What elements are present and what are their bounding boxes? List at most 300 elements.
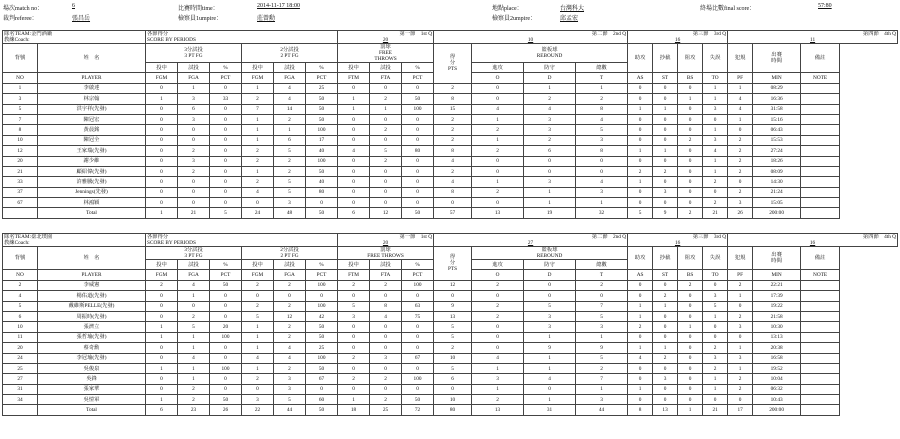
place-value: 台灣科大 — [560, 6, 585, 12]
stat-cell: 4 — [434, 156, 472, 166]
stat-cell: 12 — [274, 311, 306, 321]
stat-cell: 0 — [524, 291, 576, 301]
stat-cell: 0 — [703, 322, 728, 332]
player-name: 吳愷軍 — [38, 395, 146, 405]
stat-cell: 63 — [402, 301, 434, 311]
stat-cell: 4 — [728, 104, 753, 114]
score-by-periods-zh: 各節得分 — [147, 234, 169, 240]
quarter-value: 20 — [382, 240, 389, 246]
sub-header-12 — [576, 260, 628, 270]
sub-header-9 — [402, 63, 434, 73]
col-code-13 — [472, 270, 524, 280]
final-score-value: 57:80 — [818, 3, 832, 9]
stat-cell: 3 — [576, 395, 628, 405]
stat-cell: 0 — [370, 177, 402, 187]
stat-cell: 4 — [628, 353, 653, 363]
player-number: 37 — [3, 187, 38, 197]
sub-header-8-text: 試投 — [380, 261, 391, 268]
stat-cell: 5 — [576, 125, 628, 135]
stat-cell: 5 — [274, 146, 306, 156]
sub-header-3-text: % — [223, 64, 228, 71]
stat-cell: 0 — [242, 291, 274, 301]
stat-cell: 1 — [242, 166, 274, 176]
player-row — [3, 135, 898, 145]
stat-cell: 2 — [274, 322, 306, 332]
sub-header-1 — [146, 260, 178, 270]
stat-cell: 200:00 — [753, 208, 801, 218]
player-row — [3, 156, 898, 166]
sub-header-9-text: % — [415, 261, 420, 268]
player-name: 楊佑道(先發) — [38, 291, 146, 301]
stat-cell: 0 — [576, 156, 628, 166]
quarter-value: 27 — [527, 240, 534, 246]
stat-cell: 1 — [678, 322, 703, 332]
sub-header-6-text: % — [319, 64, 324, 71]
stat-cell: 15:05 — [753, 198, 801, 208]
stat-cell: 50 — [306, 114, 338, 124]
stat-cell: 1 — [242, 343, 274, 353]
stat-cell: 9 — [653, 208, 678, 218]
player-number: 20 — [3, 156, 38, 166]
stat-cell: 1 — [178, 291, 210, 301]
stat-cell: 50 — [306, 363, 338, 373]
player-number: 6 — [3, 311, 38, 321]
quarter-label: 第一節 1st Q — [399, 31, 433, 37]
stat-cell: 2 — [703, 363, 728, 373]
stat-cell: 2 — [434, 114, 472, 124]
stat-cell: 2 — [370, 374, 402, 384]
col-bs-zh — [678, 44, 703, 73]
stat-cell: 200:00 — [753, 405, 801, 415]
stat-cell: 1 — [338, 395, 370, 405]
player-row — [3, 311, 898, 321]
stat-cell: 4 — [434, 177, 472, 187]
col-rebound — [472, 44, 628, 63]
stat-cell: 0 — [472, 332, 524, 342]
player-number: 34 — [3, 395, 38, 405]
quarter-1-score — [338, 31, 434, 44]
team-name: 臺北璞園 — [31, 234, 53, 240]
stat-cell: 48 — [274, 208, 306, 218]
stat-cell: 8 — [434, 94, 472, 104]
stat-cell: 0 — [146, 104, 178, 114]
stat-cell: 0 — [678, 104, 703, 114]
col-to-zh-text: 失誤 — [709, 55, 721, 62]
stat-cell: 1 — [628, 311, 653, 321]
stat-cell: 0 — [628, 156, 653, 166]
col-code-2-text: PLAYER — [81, 272, 102, 279]
stat-cell: 1 — [242, 363, 274, 373]
player-number: 5 — [3, 104, 38, 114]
col-code-15-text: T — [599, 272, 604, 279]
col-code-7 — [274, 270, 306, 280]
referee-label: 裁判referee： — [3, 16, 38, 22]
sub-header-5-text: 試投 — [284, 64, 295, 71]
stat-cell: 2 — [338, 280, 370, 290]
sub-header-11 — [524, 260, 576, 270]
col-points-text: 分 — [449, 60, 456, 67]
sub-header-4-text: 投中 — [252, 64, 263, 71]
col-code-17 — [653, 270, 678, 280]
col-to-zh — [703, 247, 728, 270]
stat-cell: 1 — [178, 343, 210, 353]
sub-header-2 — [178, 63, 210, 73]
stat-cell: 31 — [524, 405, 576, 415]
player-row — [3, 280, 898, 290]
stat-cell: 0 — [472, 83, 524, 93]
stat-cell: 2 — [703, 343, 728, 353]
stat-cell: 2 — [274, 114, 306, 124]
stat-cell: 2 — [274, 280, 306, 290]
col-no-zh — [3, 247, 38, 270]
col-code-16 — [628, 73, 653, 83]
score-by-periods-en: SCORE BY PERIODS — [147, 37, 196, 43]
col-as-zh — [628, 247, 653, 270]
col-code-3-text: FGM — [155, 75, 168, 82]
stat-cell: 2 — [178, 384, 210, 394]
stat-cell: 1 — [338, 94, 370, 104]
stat-cell: 1 — [146, 395, 178, 405]
team-1-box-score — [2, 30, 898, 219]
col-points-text: PTS — [447, 266, 458, 273]
col-code-22 — [801, 270, 840, 280]
stat-cell: 2 — [728, 135, 753, 145]
stat-cell: 50 — [306, 322, 338, 332]
stat-cell: 10:43 — [753, 395, 801, 405]
stat-cell: 2 — [678, 280, 703, 290]
stat-cell: 0 — [402, 156, 434, 166]
col-rebound — [472, 247, 628, 260]
stat-cell: 1 — [628, 146, 653, 156]
stat-cell: 25 — [306, 343, 338, 353]
player-number: 67 — [3, 198, 38, 208]
score-by-periods-label — [146, 31, 338, 44]
stat-cell: 7 — [242, 104, 274, 114]
stat-cell: 0 — [678, 353, 703, 363]
player-number: 20 — [3, 343, 38, 353]
stat-cell: 4 — [576, 114, 628, 124]
col-code-14 — [524, 73, 576, 83]
player-row — [3, 363, 898, 373]
stat-cell: 0 — [472, 198, 524, 208]
player-number — [3, 208, 38, 218]
col-free-throws — [338, 247, 434, 260]
player-row — [3, 291, 898, 301]
stat-cell: 0 — [338, 332, 370, 342]
col-code-7-text: FGA — [284, 272, 295, 279]
col-code-15-text: T — [599, 75, 604, 82]
stat-cell: 17:39 — [753, 291, 801, 301]
player-row — [3, 374, 898, 384]
stat-cell: 4 — [178, 280, 210, 290]
player-name: 林鴻穎 — [38, 198, 146, 208]
col-code-1 — [3, 73, 38, 83]
col-min-zh-text: 時間 — [771, 58, 782, 65]
sub-header-2-text: 試投 — [188, 261, 199, 268]
stat-cell: 0 — [524, 156, 576, 166]
sub-header-3 — [210, 63, 242, 73]
stat-cell: 2 — [524, 135, 576, 145]
stat-cell: 5 — [576, 311, 628, 321]
player-row — [3, 104, 898, 114]
stat-cell: 2 — [434, 135, 472, 145]
stat-cell: 0 — [472, 166, 524, 176]
stat-cell: 0 — [338, 135, 370, 145]
col-to-zh-text: 失誤 — [709, 255, 721, 262]
umpire1-label: 檢察員1umpire： — [178, 16, 222, 22]
stat-cell: 21:58 — [753, 311, 801, 321]
col-code-6-text: FGM — [251, 272, 264, 279]
stat-cell: 0 — [210, 187, 242, 197]
stat-cell: 0 — [628, 187, 653, 197]
stat-cell: 1 — [178, 374, 210, 384]
stat-cell: 0 — [434, 198, 472, 208]
col-code-19-text: TO — [711, 272, 719, 279]
stat-cell: 0 — [653, 311, 678, 321]
col-code-18 — [678, 270, 703, 280]
sub-header-11-text: 防守 — [544, 64, 555, 71]
stat-cell: 2 — [703, 198, 728, 208]
player-row — [3, 114, 898, 124]
player-name: 王家瑞(先發) — [38, 146, 146, 156]
col-points-text: PTS — [447, 66, 458, 73]
col-two-pt — [242, 247, 338, 260]
player-number: 31 — [3, 384, 38, 394]
sub-header-8 — [370, 63, 402, 73]
sub-header-11 — [524, 63, 576, 73]
stat-cell: 0 — [653, 125, 678, 135]
stat-cell: 1 — [628, 343, 653, 353]
col-as-zh — [628, 44, 653, 73]
stat-cell: 17 — [306, 135, 338, 145]
player-row — [3, 301, 898, 311]
stat-cell: 24 — [242, 208, 274, 218]
player-number: 11 — [3, 332, 38, 342]
stat-cell: 0 — [402, 187, 434, 197]
note-cell — [801, 353, 840, 363]
stat-cell: 21:24 — [753, 187, 801, 197]
player-row — [3, 395, 898, 405]
stat-cell: 2 — [728, 166, 753, 176]
stat-cell: 100 — [306, 301, 338, 311]
player-number: 12 — [3, 146, 38, 156]
stat-cell: 0 — [728, 125, 753, 135]
col-code-10-text: FTA — [380, 75, 391, 82]
note-cell — [801, 291, 840, 301]
stat-cell: 3 — [338, 311, 370, 321]
stat-cell: 0 — [370, 363, 402, 373]
col-name-zh-text: 姓 名 — [83, 55, 100, 62]
stat-cell: 3 — [576, 187, 628, 197]
col-code-5 — [210, 270, 242, 280]
col-code-21-text: MIN — [771, 75, 782, 82]
stat-cell: 25 — [306, 83, 338, 93]
stat-cell: 0 — [210, 353, 242, 363]
stat-cell: 2 — [338, 374, 370, 384]
stat-cell: 0 — [402, 322, 434, 332]
stat-cell: 2 — [178, 146, 210, 156]
stat-cell: 0 — [210, 83, 242, 93]
stat-cell: 0 — [210, 374, 242, 384]
stat-cell: 3 — [524, 114, 576, 124]
stat-cell: 2 — [274, 332, 306, 342]
quarter-2-score — [434, 31, 628, 44]
quarter-3-score — [628, 31, 728, 44]
stat-cell: 50 — [210, 280, 242, 290]
stat-cell: 0 — [472, 94, 524, 104]
sub-header-6-text: % — [319, 261, 324, 268]
stat-cell: 50 — [306, 166, 338, 176]
stat-cell: 0 — [402, 343, 434, 353]
player-row — [3, 125, 898, 135]
col-code-6 — [242, 270, 274, 280]
stat-cell: 4 — [728, 94, 753, 104]
stat-cell: 2 — [728, 156, 753, 166]
stat-cell: 1 — [472, 384, 524, 394]
stat-cell: 1 — [524, 363, 576, 373]
col-as-zh-text: 助攻 — [634, 55, 646, 62]
stat-cell: 0 — [653, 384, 678, 394]
sub-header-12-text: 總數 — [596, 261, 607, 268]
stat-cell: 0 — [402, 384, 434, 394]
stat-cell: 1 — [242, 125, 274, 135]
stat-cell: 67 — [306, 374, 338, 384]
stat-cell: 1 — [628, 384, 653, 394]
stat-cell: 72 — [402, 405, 434, 415]
stat-cell: 0 — [210, 156, 242, 166]
player-number: 5 — [3, 301, 38, 311]
stat-cell: 19 — [524, 208, 576, 218]
stat-cell: 6 — [146, 405, 178, 415]
stat-cell: 0 — [678, 395, 703, 405]
stat-cell: 50 — [306, 332, 338, 342]
stat-cell: 1 — [242, 332, 274, 342]
stat-cell: 1 — [703, 384, 728, 394]
col-two-pt-text: 2 PT FG — [280, 253, 299, 259]
col-rebound-text: REBOUND — [536, 53, 563, 59]
stat-cell: 5 — [370, 146, 402, 156]
stat-cell: 1 — [703, 156, 728, 166]
col-code-19 — [703, 73, 728, 83]
stat-cell: 32 — [576, 208, 628, 218]
quarter-value: 16 — [674, 240, 681, 246]
col-note-zh-text: 備註 — [814, 255, 826, 262]
col-free-throws-text: FREE THROWS — [367, 253, 404, 259]
player-number: 10 — [3, 135, 38, 145]
stat-cell: 8 — [434, 146, 472, 156]
sub-header-4 — [242, 63, 274, 73]
col-bs-zh — [678, 247, 703, 270]
stat-cell: 0 — [653, 322, 678, 332]
stat-cell: 0 — [628, 135, 653, 145]
stat-cell: 1 — [703, 166, 728, 176]
stat-cell: 0 — [402, 198, 434, 208]
stat-cell: 1 — [274, 125, 306, 135]
player-row — [3, 353, 898, 363]
team-info — [3, 234, 146, 247]
stat-cell: 0 — [338, 291, 370, 301]
col-code-13-text: O — [495, 272, 500, 279]
col-st-zh-text: 抄截 — [659, 255, 671, 262]
col-name-zh — [38, 44, 146, 73]
col-code-8-text: PCT — [316, 272, 327, 279]
stat-cell: 0 — [210, 291, 242, 301]
stat-cell: 0 — [146, 353, 178, 363]
stat-cell: 0 — [146, 198, 178, 208]
stat-cell: 2 — [703, 177, 728, 187]
stat-cell: 2 — [472, 395, 524, 405]
stat-cell: 1 — [146, 363, 178, 373]
stat-cell: 0 — [338, 384, 370, 394]
stat-cell: 4 — [274, 353, 306, 363]
stat-cell: 0 — [210, 301, 242, 311]
stat-cell: 17 — [728, 405, 753, 415]
stat-cell: 0 — [434, 291, 472, 301]
stat-cell: 16:36 — [753, 94, 801, 104]
stat-cell: 0 — [678, 198, 703, 208]
stat-cell: 0 — [178, 135, 210, 145]
stat-cell: 0 — [472, 156, 524, 166]
stat-cell: 0 — [146, 343, 178, 353]
stat-cell: 3 — [472, 374, 524, 384]
stat-cell: 1 — [576, 384, 628, 394]
stat-cell: 1 — [628, 177, 653, 187]
col-code-22 — [801, 73, 840, 83]
col-code-20-text: PF — [737, 75, 744, 82]
stat-cell: 0 — [338, 83, 370, 93]
sub-header-7 — [338, 260, 370, 270]
stat-cell: 1 — [178, 332, 210, 342]
stat-cell: 0 — [146, 301, 178, 311]
sub-header-5-text: 試投 — [284, 261, 295, 268]
col-pf-zh — [728, 247, 753, 270]
stat-cell: 13:13 — [753, 332, 801, 342]
sub-header-7-text: 投中 — [348, 64, 359, 71]
stat-cell: 2 — [472, 311, 524, 321]
stat-cell: 0 — [146, 156, 178, 166]
stat-cell: 0 — [370, 187, 402, 197]
stat-cell: 4 — [576, 177, 628, 187]
stat-cell: 0 — [703, 395, 728, 405]
stat-cell: 0 — [653, 363, 678, 373]
note-cell — [801, 114, 840, 124]
stat-cell: 50 — [210, 395, 242, 405]
col-code-9-text: FTM — [348, 272, 359, 279]
stat-cell: 1 — [524, 83, 576, 93]
stat-cell: 0 — [524, 166, 576, 176]
stat-cell: 100 — [306, 280, 338, 290]
stat-cell: 2 — [728, 146, 753, 156]
stat-cell: 1 — [242, 322, 274, 332]
stat-cell: 0 — [306, 198, 338, 208]
col-code-21 — [753, 270, 801, 280]
stat-cell: 44 — [576, 405, 628, 415]
time-label: 比賽時間time： — [178, 6, 219, 12]
player-row — [3, 343, 898, 353]
note-cell — [801, 363, 840, 373]
stat-cell: 9 — [434, 301, 472, 311]
stat-cell: 0 — [402, 83, 434, 93]
stat-cell: 4 — [703, 146, 728, 156]
col-code-7-text: FGA — [284, 75, 295, 82]
stat-cell: 0 — [338, 166, 370, 176]
stat-cell: 26 — [728, 208, 753, 218]
col-three-pt-text: 3分試投 — [184, 247, 203, 253]
coach-label: 教練Coach: — [4, 240, 30, 246]
quarter-label: 第三節 3rd Q — [692, 31, 727, 37]
sub-header-10 — [472, 63, 524, 73]
stat-cell: 2 — [146, 280, 178, 290]
